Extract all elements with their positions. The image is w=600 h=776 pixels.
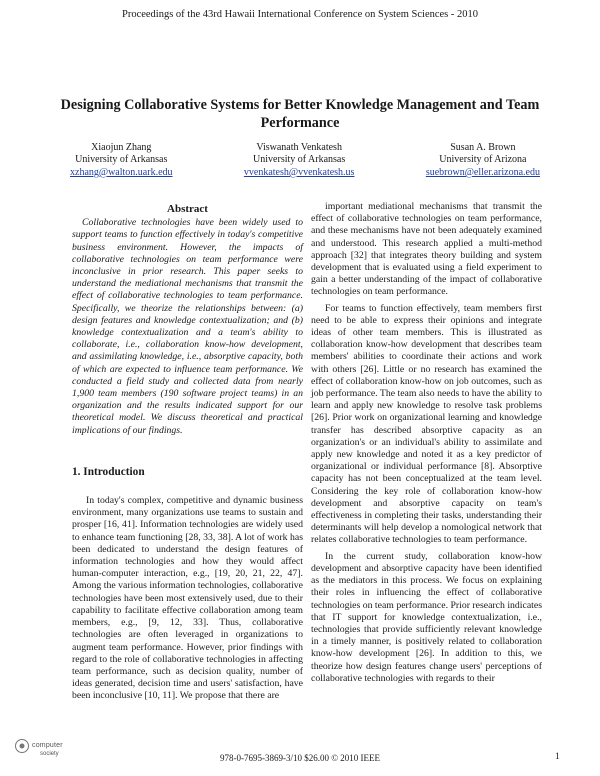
body-paragraph: important mediational mechanisms that transmit the effect of collaborative technologies on team performance, and these mechanisms have not been adequately examined and understood. This research applied a multi-method approach [32] that integrates theory building and system development that is evaluated using a field experiment to gain a better understanding of the impact of collaborative technologies on team performance. — [311, 201, 542, 298]
author-name: Xiaojun Zhang — [91, 142, 152, 153]
author-2 — [244, 142, 355, 179]
logo-text: society — [40, 751, 59, 757]
author-affiliation: University of Arkansas — [75, 154, 168, 166]
author-affiliation: University of Arizona — [439, 154, 527, 166]
introduction-paragraph: In today's complex, competitive and dynamic business environment, many organizations use teams to sustain and prosper [16, 41]. Information technologies are widely used to enhance team functioning [28, 33, 38]. A lot of work has been dedicated to understand the design features of information technologies and how they would affect human-computer interaction, e.g., [19, 20, 21, 22, 47]. Among the various information technologies, collaborative technologies have been most extensively used, due to their capability to facilitate effective collaboration among team members, e.g., [9, 12, 33]. Thus, collaborative technologies are often leveraged in organizations to augment team performance. However, prior findings with regard to the role of collaborative technologies in affecting team performance, such as decision quality, number of ideas generated, decision time and users' satisfaction, have been inconclusive [10, 11]. We propose that there are — [72, 495, 303, 702]
logo-text: computer — [32, 742, 63, 749]
running-head: Proceedings of the 43rd Hawaii International Conference on System Sciences - 2010 — [121, 9, 479, 20]
body-paragraph: In the current study, collaboration know-how development and absorptive capacity have been identified as the mediators in this process. We focus on explaining their roles in influencing the effect of collaborative technologies on team performance. Prior research indicates that IT support for knowledge contextualization, i.e., technologies that provide sufficiently relevant knowledge in a timely manner, is positively related to collaboration know-how development [26]. In addition to this, we theorize how design features change users' perceptions of collaborative technologies with regards to their — [311, 550, 542, 684]
computer-society-logo-icon — [14, 738, 30, 754]
author-3 — [426, 142, 540, 179]
author-block — [70, 142, 540, 179]
author-1 — [70, 142, 173, 179]
introduction-heading: 1. Introduction — [72, 465, 145, 478]
paper-title: Designing Collaborative Systems for Better Knowledge Management and Team Performance — [60, 97, 540, 131]
abstract-heading: Abstract — [167, 203, 208, 215]
author-email-link[interactable]: suebrown@eller.arizona.edu — [425, 166, 540, 178]
right-column — [311, 201, 542, 685]
author-name: Viswanath Venkatesh — [256, 142, 342, 153]
page-number: 1 — [555, 752, 560, 762]
body-paragraph: For teams to function effectively, team members first need to be able to express their opinions and integrate ideas of other team members. This is illustrated as collaboration know-how development that describes team members' abilities to coordinate their actions and work with others [26]. Little or no research has examined the effect of collaboration know-how on job outcomes, such as job performance. The team also needs to have the ability to learn and apply new knowledge to resolve task problems [26]. Prior work on organizational learning and knowledge transfer has described absorptive capacity as an organization's or an individual's ability to assimilate and apply new knowledge and noted it as a key predictor of organizational or individual performance [8]. Absorptive capacity has not been conceptualized at the team level. Considering the key role of collaboration know-how development and absorptive capacity on team's effectiveness in completing their tasks, understanding their determinants will help develop a nomological network that relates collaborative technologies to team performance. — [311, 302, 542, 546]
abstract-text: Collaborative technologies have been widely used to support teams to function effectively in today's competitive business environment. However, the impacts of collaborative technologies on team performance were inconclusive in prior research. This paper seeks to understand the mediational mechanisms that transmit the effect of collaborative technologies to team performance. Specifically, we theorize the relationships between: (a) design features and knowledge contextualization; and (b) knowledge contextualization and a team's ability to collaborate, i.e., collaboration know-how development, and assimilating knowledge, i.e., absorptive capacity, both of which are expected to influence team performance. We conducted a field study and collected data from nearly 1,900 team members (190 software project teams) in an organization and the results indicated support for our theoretical model. We discuss theoretical and practical implications of our findings. — [72, 217, 303, 436]
copyright-footer: 978-0-7695-3869-3/10 $26.00 © 2010 IEEE — [219, 753, 381, 763]
author-affiliation: University of Arkansas — [253, 154, 346, 166]
author-name: Susan A. Brown — [450, 142, 516, 153]
left-column — [72, 203, 303, 703]
author-email-link[interactable]: vvenkatesh@vvenkatesh.us — [243, 166, 355, 178]
author-email-link[interactable]: xzhang@walton.uark.edu — [70, 166, 173, 178]
